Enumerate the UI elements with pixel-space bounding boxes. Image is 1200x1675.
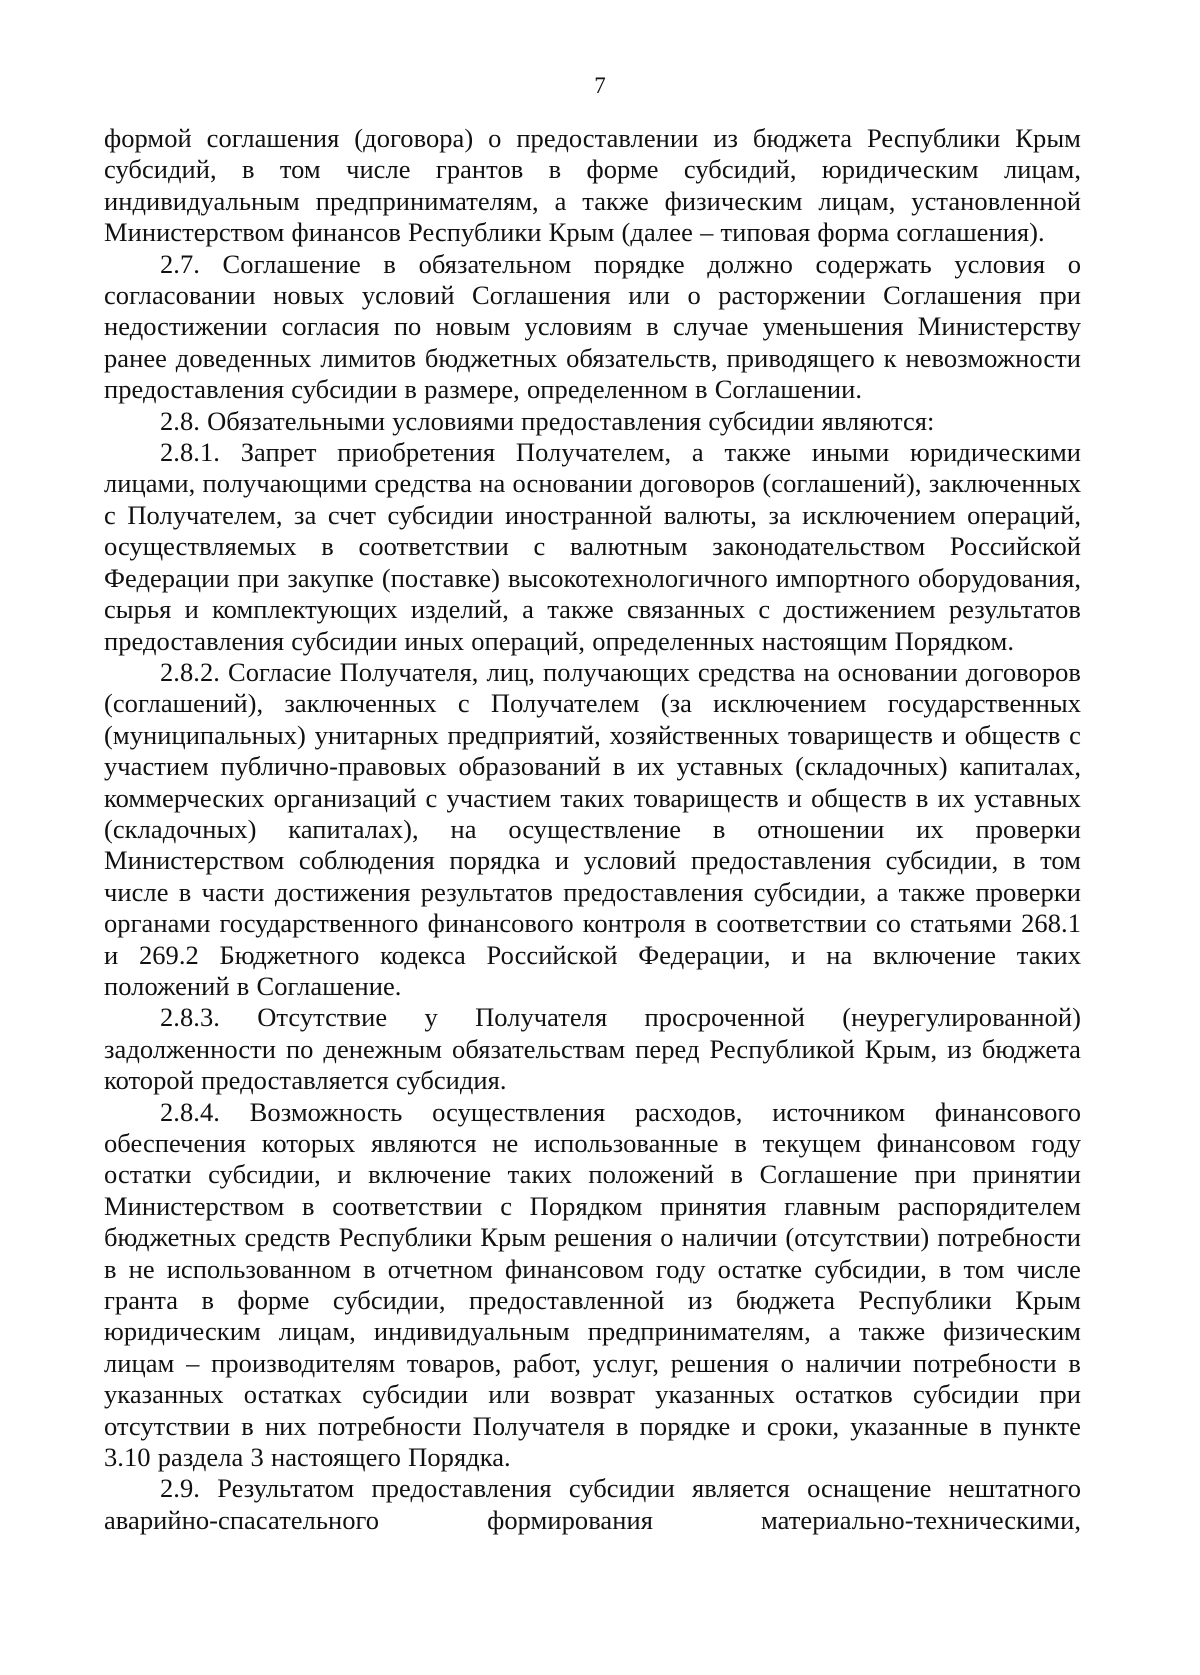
document-body [104, 123, 1081, 1536]
paragraph-2-8-2: 2.8.2. Согласие Получателя, лиц, получающих средства на основании договоров (соглашений), заключенных с Получателем (за исключением государственных (муниципальных) унитарных предприятий, хозяйственных товариществ и обществ с участием публично-правовых образований в их уставных (складочных) капиталах, коммерческих организаций с участием таких товариществ и обществ в их уставных (складочных) капиталах), на осуществление в отношении их проверки Министерством соблюдения порядка и условий предоставления субсидии, в том числе в части достижения результатов предоставления субсидии, а также проверки органами государственного финансового контроля в соответствии со статьями 268.1 и 269.2 Бюджетного кодекса Российской Федерации, и на включение таких положений в Соглашение. [104, 656, 1081, 1001]
paragraph-2-8-3: 2.8.3. Отсутствие у Получателя просроченной (неурегулированной) задолженности по денежным обязательствам перед Республикой Крым, из бюджета которой предоставляется субсидия. [104, 1002, 1081, 1096]
page-number: 7 [594, 73, 606, 98]
paragraph-continuation: формой соглашения (договора) о предоставлении из бюджета Республики Крым субсидий, в том числе грантов в форме субсидий, юридическим лицам, индивидуальным предпринимателям, а также физическим лицам, установленной Министерством финансов Республики Крым (далее – типовая форма соглашения). [104, 123, 1081, 248]
paragraph-2-7: 2.7. Соглашение в обязательном порядке должно содержать условия о согласовании новых условий Соглашения или о расторжении Соглашения при недостижении согласия по новым условиям в случае уменьшения Министерству ранее доведенных лимитов бюджетных обязательств, приводящего к невозможности предоставления субсидии в размере, определенном в Соглашении. [104, 248, 1081, 405]
paragraph-2-8-4: 2.8.4. Возможность осуществления расходов, источником финансового обеспечения которых являются не использованные в текущем финансовом году остатки субсидии, и включение таких положений в Соглашение при принятии Министерством в соответствии с Порядком принятия главным распорядителем бюджетных средств Республики Крым решения о наличии (отсутствии) потребности в не использованном в отчетном финансовом году остатке субсидии, в том числе гранта в форме субсидии, предоставленной из бюджета Республики Крым юридическим лицам, индивидуальным предпринимателям, а также физическим лицам – производителям товаров, работ, услуг, решения о наличии потребности в указанных остатках субсидии или возврат указанных остатков субсидии при отсутствии в них потребности Получателя в порядке и сроки, указанные в пункте 3.10 раздела 3 настоящего Порядка. [104, 1096, 1081, 1473]
paragraph-2-9: 2.9. Результатом предоставления субсидии является оснащение нештатного аварийно-спасательного формирования материально-техническими, [104, 1473, 1081, 1535]
paragraph-2-8-1: 2.8.1. Запрет приобретения Получателем, а также иными юридическими лицами, получающими средства на основании договоров (соглашений), заключенных с Получателем, за счет субсидии иностранной валюты, за исключением операций, осуществляемых в соответствии с валютным законодательством Российской Федерации при закупке (поставке) высокотехнологичного импортного оборудования, сырья и комплектующих изделий, а также связанных с достижением результатов предоставления субсидии иных операций, определенных настоящим Порядком. [104, 437, 1081, 656]
paragraph-2-8: 2.8. Обязательными условиями предоставления субсидии являются: [160, 405, 935, 436]
